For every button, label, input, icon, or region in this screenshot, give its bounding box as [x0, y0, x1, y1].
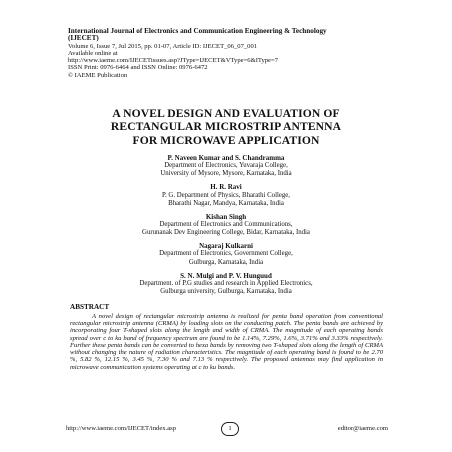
author-affiliation: P. G. Department of Physics, Bharathi College, [162, 191, 290, 199]
author-affiliation: Department of Electronics, Government College, [159, 250, 293, 258]
journal-header [68, 28, 398, 79]
journal-copyright: © IAEME Publication [68, 71, 128, 79]
abstract-section [70, 304, 383, 371]
journal-volume: Volume 6, Issue 7, Jul 2015, pp. 01-07, Article ID: IJECET_06_07_001 [68, 42, 258, 50]
footer-url[interactable]: http://www.iaeme.com/IJECET/index.asp [66, 425, 176, 432]
author-group-1 [60, 154, 392, 179]
footer-email[interactable]: editor@iaeme.com [337, 425, 388, 432]
author-name: S. N. Mulgi and P. V. Hunguud [180, 271, 272, 280]
author-name: Kishan Singh [205, 212, 247, 221]
author-group-3 [60, 213, 392, 238]
available-online-label: Available online at [68, 49, 118, 57]
page-number: 1 [221, 422, 239, 436]
journal-title-line1: International Journal of Electronics and Communication Engineering & Technology [68, 27, 327, 35]
abstract-body: A novel design of rectangular microstrip antenna is realized for penta band operation from conventional rectangular microstrip antenna (CRMA) by loading slots on the conducting patch. The penta bands are achieved by incorporating four T-shaped slots along the length and width of CRMA. The magnitude of each operating bands spread over c to ku band of frequency spectrum are found to be 1.14%, 7.29%, 1.6%, 3.71% and 3.33% respectively. Further these penta bands can be converted to hexa bands by removing two T-shaped slots along the length of CRMA without changing the nature of radiation characteristics. The magnitude of each operating band is found to be 2.70 %, 5.82 %, 12.15 %, 3.45 %, 7.30 % and 7.13 % respectively. The proposed antennas may find application in microwave communication systems operating at c to ku bands. [70, 312, 383, 371]
author-affiliation: Gulburga, Karnataka, India [188, 258, 264, 266]
author-affiliation: Bharathi Nagar, Mandya, Karnataka, India [168, 199, 284, 207]
author-affiliation: Gulburga university, Gulburga, Karnataka, India [160, 288, 292, 296]
author-affiliation: Department. of P.G studies and research in Applied Electronics, [139, 279, 313, 287]
author-name: Nagaraj Kulkarni [199, 242, 253, 251]
author-group-4 [60, 242, 392, 267]
author-group-5 [60, 272, 392, 297]
author-affiliation: Gurunanak Dev Engineering College, Bidar, Karnataka, India [142, 229, 310, 237]
paper-title [60, 107, 392, 147]
author-group-2 [60, 183, 392, 208]
author-name: H. R. Ravi [210, 183, 242, 192]
paper-title-line1: A NOVEL DESIGN AND EVALUATION OF [112, 107, 340, 120]
paper-title-line3: FOR MICROWAVE APPLICATION [132, 133, 320, 147]
author-name: P. Naveen Kumar and S. Chandramma [167, 154, 285, 162]
journal-url: http://www.iaeme.com/IJECETissues.asp?JType=IJECET&VType=6&IType=7 [68, 57, 278, 65]
journal-title-line2: (IJECET) [68, 34, 99, 43]
author-list [60, 154, 392, 301]
author-affiliation: University of Mysore, Mysore, Karnataka, India [160, 170, 292, 178]
journal-issn: ISSN Print: 0976-6464 and ISSN Online: 0976-6472 [68, 64, 208, 72]
author-affiliation: Department of Electronics and Communications, [159, 221, 293, 229]
author-affiliation: Department of Electronics, Yuvaraja College, [164, 162, 288, 170]
paper-title-line2: RECTANGULAR MICROSTRIP ANTENNA [110, 120, 342, 134]
page-footer [66, 422, 388, 436]
abstract-heading: ABSTRACT [70, 303, 110, 311]
